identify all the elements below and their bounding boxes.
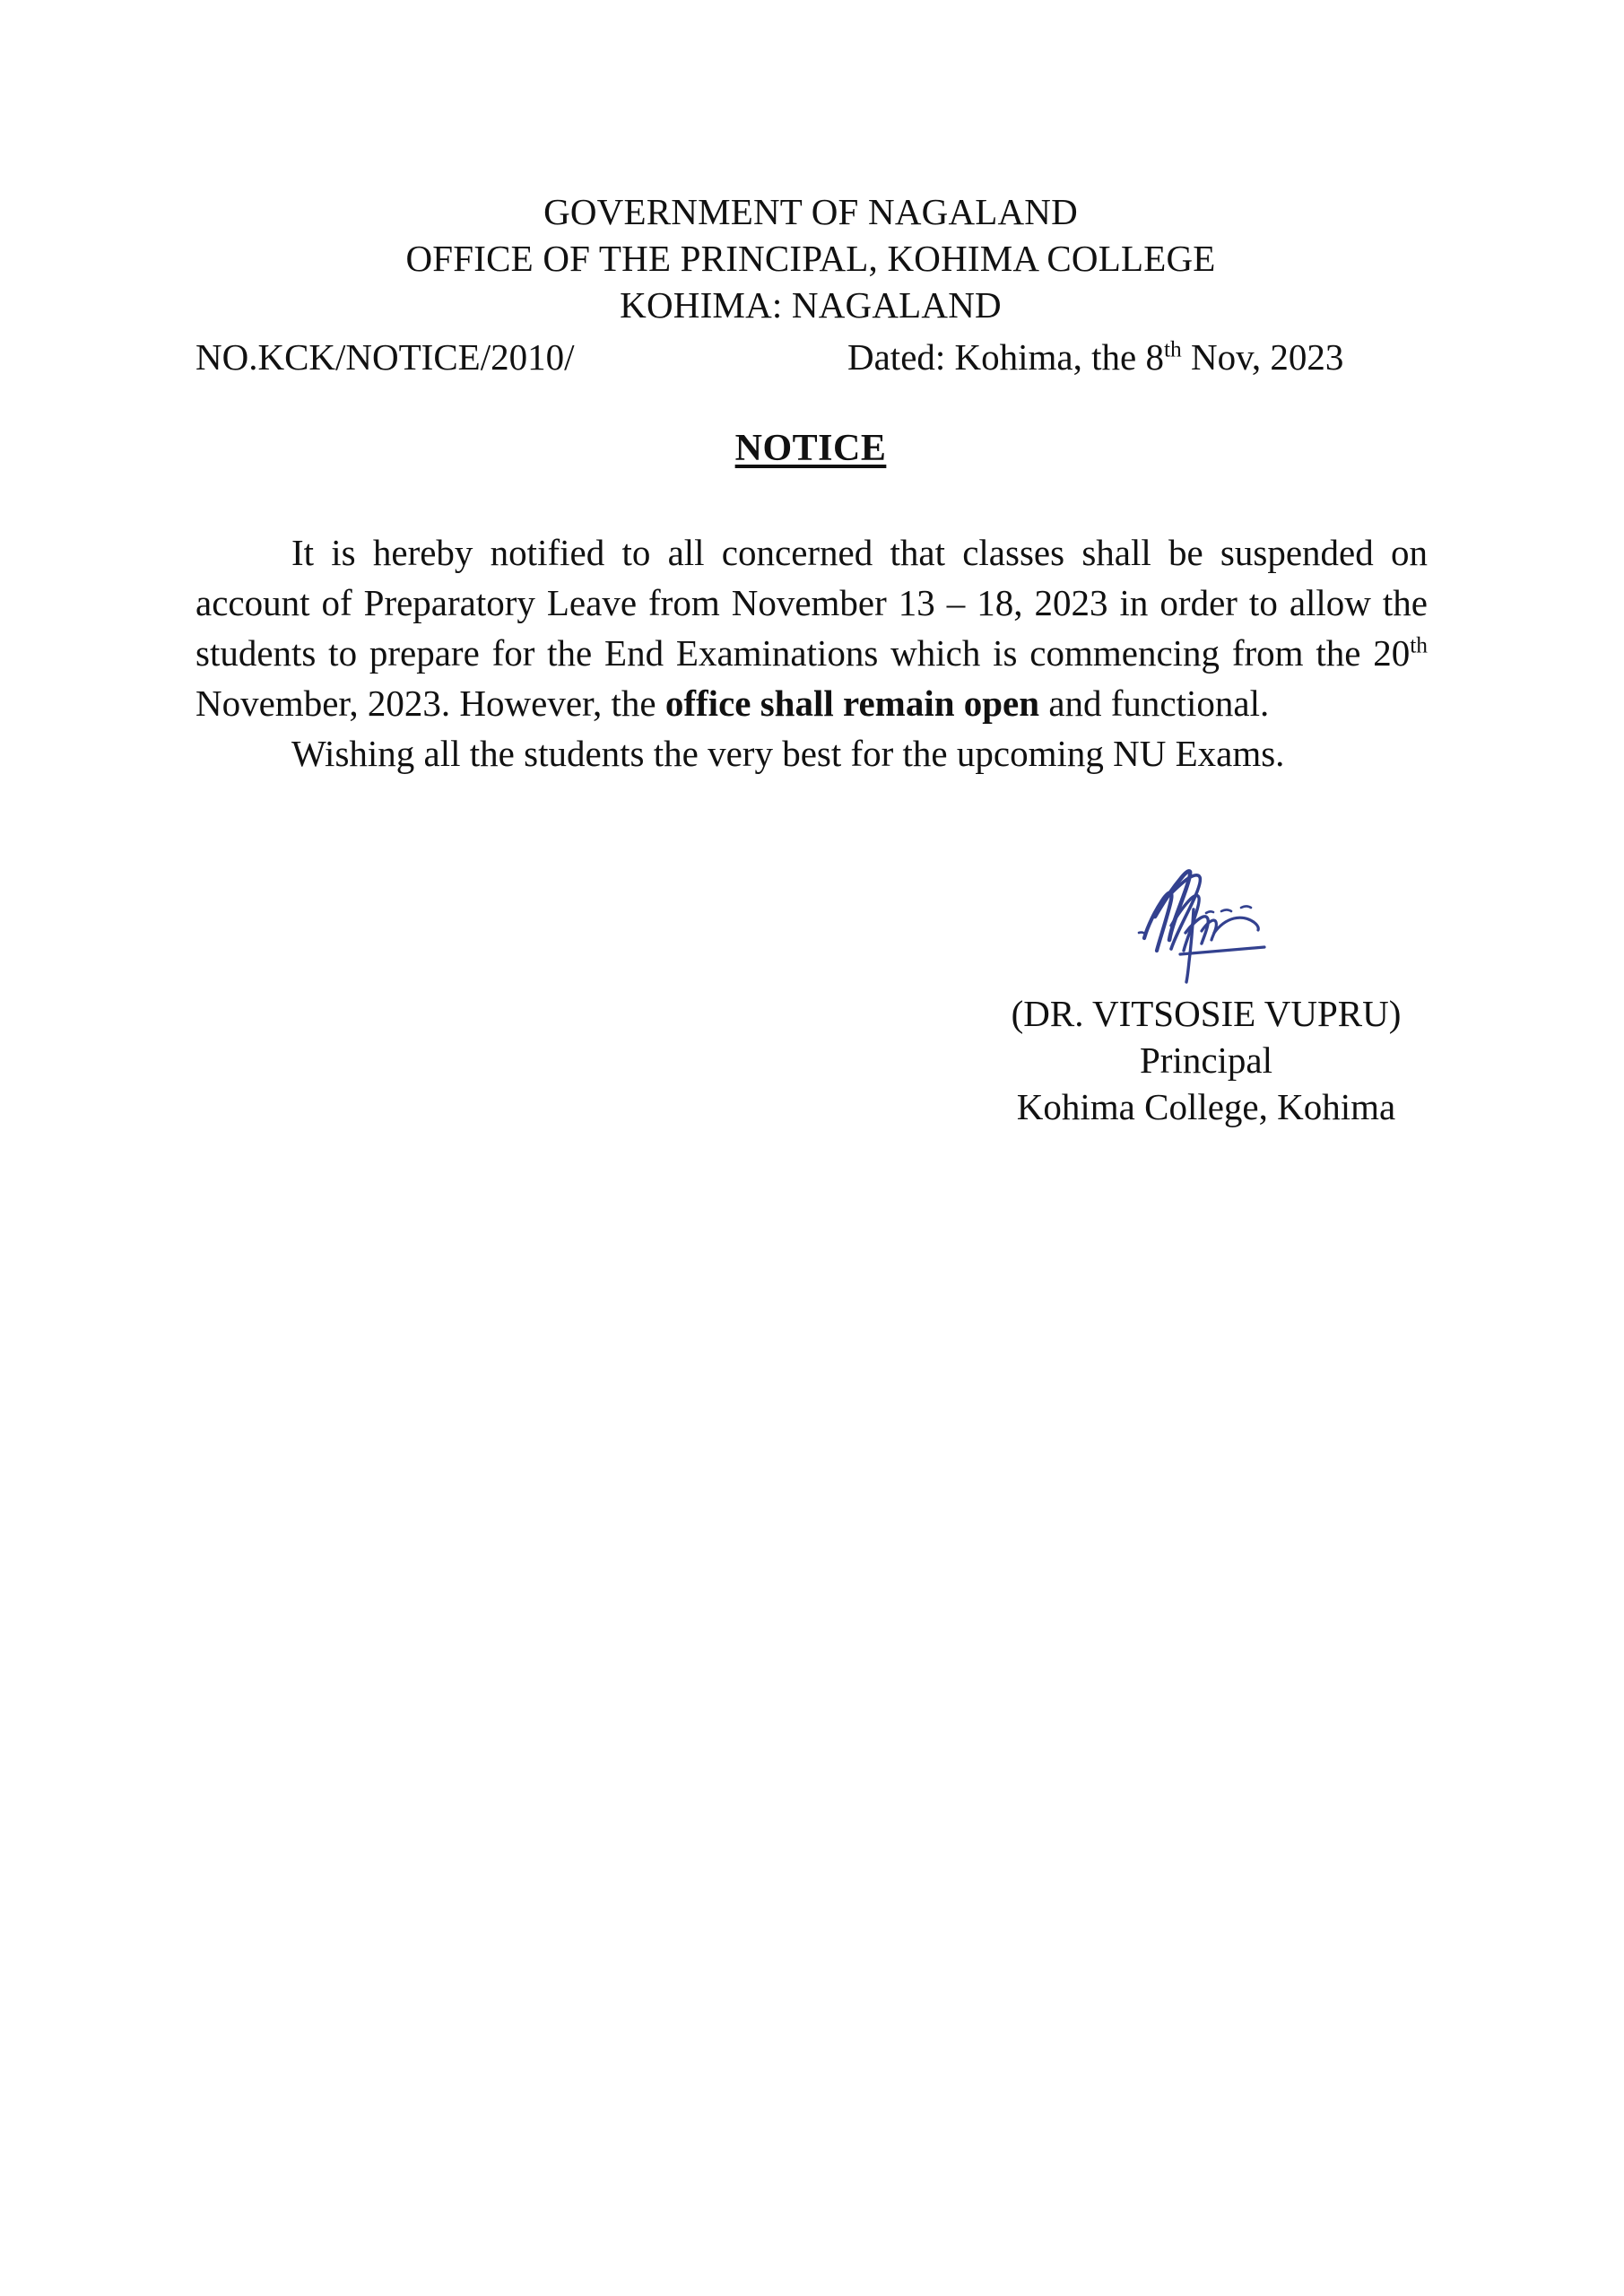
reference-and-date-row bbox=[195, 334, 1426, 380]
document-date bbox=[847, 334, 1343, 380]
notice-heading bbox=[195, 425, 1426, 472]
letterhead-line-office: OFFICE OF THE PRINCIPAL, KOHIMA COLLEGE bbox=[405, 238, 1216, 279]
signatory-institution: Kohima College, Kohima bbox=[1016, 1086, 1396, 1127]
date-suffix-text: Nov, 2023 bbox=[1181, 336, 1344, 378]
letterhead-line-government: GOVERNMENT OF NAGALAND bbox=[543, 191, 1078, 232]
paragraph-part-one: It is hereby notified to all concerned that classes shall be suspended on account of Preparatory Leave from November 13 – 18, 2023 in order to allow the students to prepare for the End Examinations which is commencing from the 20 bbox=[195, 532, 1428, 674]
notice-heading-text: NOTICE bbox=[734, 428, 887, 469]
paragraph-part-two: November, 2023. However, the bbox=[195, 683, 665, 724]
handwritten-signature-icon bbox=[1121, 861, 1291, 987]
signature-block bbox=[946, 861, 1466, 1130]
notice-body bbox=[195, 527, 1428, 778]
letterhead bbox=[195, 188, 1426, 328]
letterhead-line-location: KOHIMA: NAGALAND bbox=[620, 284, 1002, 326]
reference-number: NO.KCK/NOTICE/2010/ bbox=[195, 336, 575, 378]
paragraph-ordinal-suffix: th bbox=[1410, 632, 1428, 658]
date-ordinal-suffix: th bbox=[1163, 336, 1182, 362]
paragraph-bold-emphasis: office shall remain open bbox=[664, 683, 1040, 724]
body-paragraph-main bbox=[195, 527, 1428, 728]
date-prefix-text: Dated: Kohima, the 8 bbox=[847, 336, 1164, 378]
signatory-name: (DR. VITSOSIE VUPRU) bbox=[1011, 993, 1402, 1034]
signatory-designation: Principal bbox=[1139, 1039, 1273, 1081]
paragraph-part-three: and functional. bbox=[1039, 683, 1270, 724]
body-paragraph-wishes: Wishing all the students the very best for the upcoming NU Exams. bbox=[291, 733, 1285, 774]
